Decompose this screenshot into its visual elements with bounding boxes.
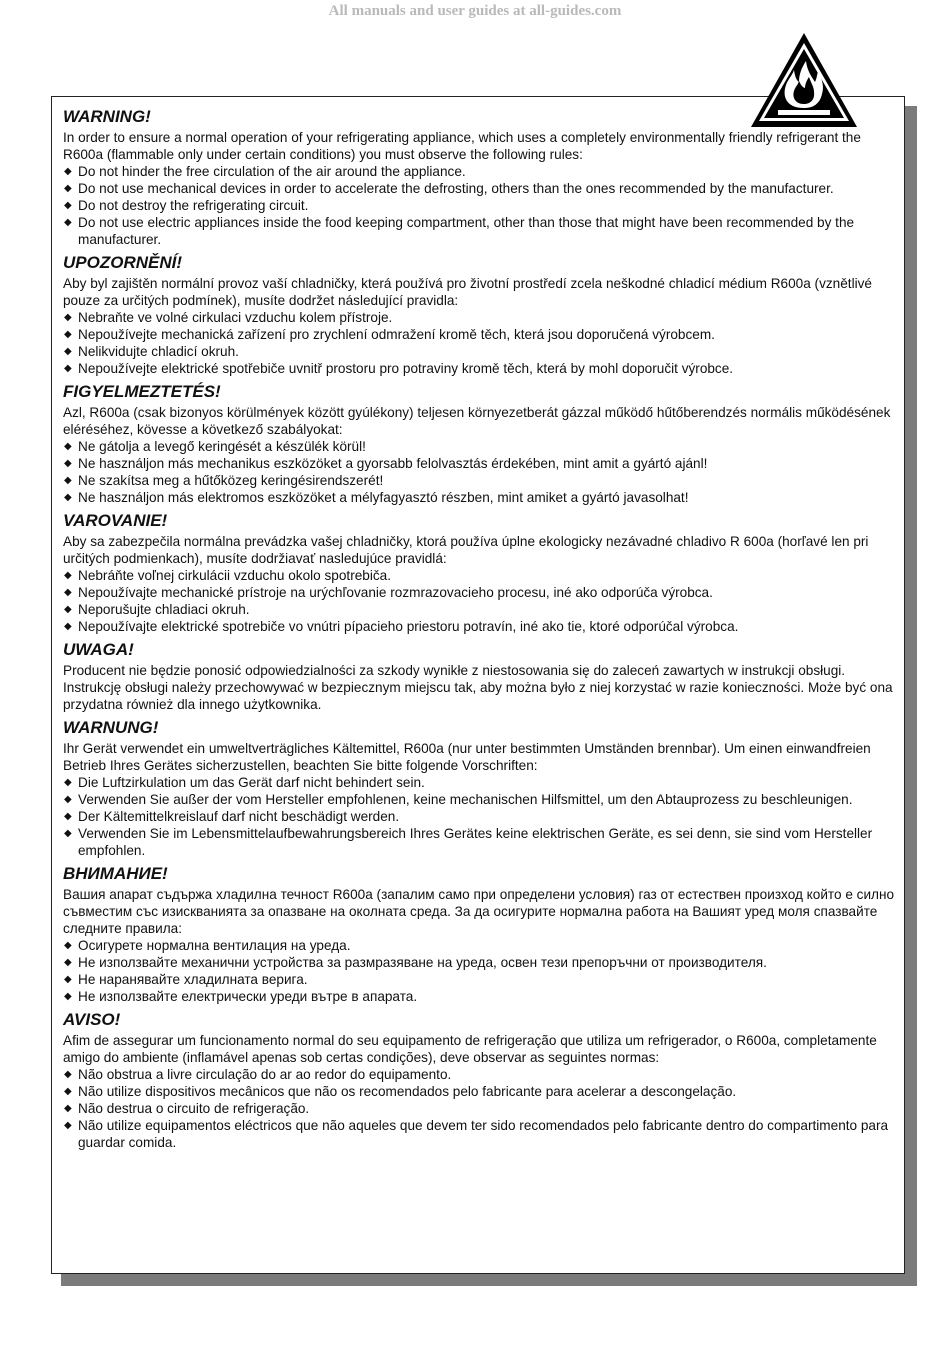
bullet-diamond-icon: ◆	[64, 492, 72, 503]
bullet-diamond-icon: ◆	[64, 329, 72, 340]
rule-item	[63, 489, 899, 506]
rule-item	[63, 1083, 899, 1100]
watermark: All manuals and user guides at all-guides.com	[328, 3, 622, 19]
section-title: VAROVANIE!	[63, 511, 168, 530]
bullet-diamond-icon: ◆	[64, 363, 72, 374]
bullet-diamond-icon: ◆	[64, 991, 72, 1002]
section-title: UWAGA!	[63, 640, 134, 659]
rule-text: Осигурете нормална вентилация на уреда.	[78, 938, 351, 953]
rule-text: Не наранявайте хладилната верига.	[78, 972, 308, 987]
bullet-diamond-icon: ◆	[64, 1086, 72, 1097]
bullet-diamond-icon: ◆	[64, 1069, 72, 1080]
warning-section	[63, 509, 899, 635]
rule-list	[63, 163, 899, 248]
rule-text: Nepoužívejte mechanická zařízení pro zrychlení odmražení kromě těch, která jsou doporučená výrobcem.	[78, 327, 715, 342]
flammable-warning-triangle-icon	[748, 30, 860, 130]
section-intro: Aby sa zabezpečila normálna prevádzka vašej chladničky, ktorá používa úplne ekologicky nezávadné chladivo R 600a (horľavé len pri určitých podmienkach), musíte dodržiavať nasledujúce pravidlá:	[63, 534, 869, 566]
rule-text: Neporušujte chladiaci okruh.	[78, 602, 250, 617]
rule-text: Verwenden Sie im Lebensmittelaufbewahrungsbereich Ihres Gerätes keine elektrischen Geräte, es sei denn, sie sind vom Hersteller empfohlen.	[78, 826, 873, 858]
rule-text: Não utilize dispositivos mecânicos que não os recomendados pelo fabricante para acelerar a descongelação.	[78, 1084, 737, 1099]
rule-item	[63, 343, 899, 360]
bullet-diamond-icon: ◆	[64, 570, 72, 581]
rule-item	[63, 309, 899, 326]
rule-item	[63, 791, 899, 808]
rule-text: Ne gátolja a levegő keringését a készülék körül!	[78, 439, 366, 454]
rule-list	[63, 309, 899, 377]
bullet-diamond-icon: ◆	[64, 1103, 72, 1114]
rule-item	[63, 971, 899, 988]
section-title: FIGYELMEZTETÉS!	[63, 382, 221, 401]
rule-item	[63, 1117, 899, 1151]
rule-item	[63, 163, 899, 180]
rule-item	[63, 1066, 899, 1083]
rule-text: Nepoužívajte mechanické prístroje na urýchľovanie rozmrazovacieho procesu, iné ako odporúča výrobca.	[78, 585, 713, 600]
rule-text: Não destrua o circuito de refrigeração.	[78, 1101, 310, 1116]
rule-item	[63, 937, 899, 954]
bullet-diamond-icon: ◆	[64, 794, 72, 805]
rule-item	[63, 774, 899, 791]
rule-text: Der Kältemittelkreislauf darf nicht beschädigt werden.	[78, 809, 400, 824]
bullet-diamond-icon: ◆	[64, 811, 72, 822]
section-intro: Aby byl zajištěn normální provoz vaší chladničky, která používá pro životní prostředí zcela neškodné chladicí médium R600a (vznětlivé pouze za určitých podmínek), musíte dodržet následující pravidla:	[63, 276, 872, 308]
rule-text: Do not hinder the free circulation of the air around the appliance.	[78, 164, 466, 179]
bullet-diamond-icon: ◆	[64, 777, 72, 788]
bullet-diamond-icon: ◆	[64, 346, 72, 357]
rule-item	[63, 618, 899, 635]
rule-list	[63, 567, 899, 635]
bullet-diamond-icon: ◆	[64, 621, 72, 632]
rule-text: Verwenden Sie außer der vom Hersteller empfohlenen, keine mechanischen Hilfsmittel, um den Abtauprozess zu beschleunigen.	[78, 792, 853, 807]
bullet-diamond-icon: ◆	[64, 475, 72, 486]
rule-text: Ne használjon más elektromos eszközöket a mélyfagyasztó részben, mint amiket a gyártó javasolhat!	[78, 490, 689, 505]
warning-section	[63, 1008, 899, 1151]
section-intro: Azl, R600a (csak bizonyos körülmények között gyúlékony) teljesen környezetberát gázzal működő hűtőberendzés normális működésének eléréséhez, kövesse a következő szabályokat:	[63, 405, 891, 437]
section-intro: Вашия апарат съдържа хладилна течност R600a (запалим само при определени условия) газ от естествен произход който е силно съвместим със изискванията за опазване на околната среда. За да осигурите нормална работа на Вашият уред моля спазвайте следните правила:	[63, 887, 895, 936]
rule-text: Não obstrua a livre circulação do ar ao redor do equipamento.	[78, 1067, 452, 1082]
warning-content	[63, 105, 899, 1154]
bullet-diamond-icon: ◆	[64, 974, 72, 985]
rule-item	[63, 808, 899, 825]
rule-item	[63, 1100, 899, 1117]
rule-text: Do not use mechanical devices in order to accelerate the defrosting, others than the ones recommended by the manufacturer.	[78, 181, 834, 196]
rule-item	[63, 472, 899, 489]
rule-item	[63, 567, 899, 584]
section-title: ВНИМАНИЕ!	[63, 864, 168, 883]
bullet-diamond-icon: ◆	[64, 587, 72, 598]
rule-text: Die Luftzirkulation um das Gerät darf nicht behindert sein.	[78, 775, 425, 790]
rule-text: Nelikvidujte chladicí okruh.	[78, 344, 239, 359]
bullet-diamond-icon: ◆	[64, 604, 72, 615]
rule-text: Не използвайте електрически уреди вътре в апарата.	[78, 989, 418, 1004]
section-title: WARNING!	[63, 107, 151, 126]
rule-item	[63, 360, 899, 377]
bullet-diamond-icon: ◆	[64, 166, 72, 177]
rule-item	[63, 954, 899, 971]
rule-text: Não utilize equipamentos eléctricos que não aqueles que devem ter sido recomendados pelo fabricante dentro do compartimento para guardar comida.	[78, 1118, 889, 1150]
warning-section	[63, 638, 899, 713]
rule-list	[63, 937, 899, 1005]
rule-item	[63, 326, 899, 343]
rule-text: Nebraňte ve volné cirkulaci vzduchu kolem přístroje.	[78, 310, 393, 325]
bullet-diamond-icon: ◆	[64, 441, 72, 452]
warning-box	[51, 96, 905, 1274]
bullet-diamond-icon: ◆	[64, 312, 72, 323]
rule-item	[63, 601, 899, 618]
bullet-diamond-icon: ◆	[64, 458, 72, 469]
rule-text: Nepoužívejte elektrické spotřebiče uvnitř prostoru pro potraviny kromě těch, která by mohl doporučit výrobce.	[78, 361, 734, 376]
rule-item	[63, 988, 899, 1005]
rule-text: Nebráňte voľnej cirkulácii vzduchu okolo spotrebiča.	[78, 568, 392, 583]
warning-section	[63, 251, 899, 377]
rule-item	[63, 825, 899, 859]
rule-text: Не използвайте механични устройства за размразяване на уреда, освен тези препоръчни от производителя.	[78, 955, 767, 970]
rule-list	[63, 774, 899, 859]
section-intro: Ihr Gerät verwendet ein umweltverträgliches Kältemittel, R600a (nur unter bestimmten Umständen brennbar). Um einen einwandfreien Betrieb Ihres Gerätes sicherzustellen, beachten Sie bitte folgende Vorschriften:	[63, 741, 871, 773]
rule-item	[63, 455, 899, 472]
rule-item	[63, 197, 899, 214]
warning-section	[63, 862, 899, 1005]
rule-list	[63, 438, 899, 506]
warning-section	[63, 380, 899, 506]
bullet-diamond-icon: ◆	[64, 940, 72, 951]
bullet-diamond-icon: ◆	[64, 828, 72, 839]
bullet-diamond-icon: ◆	[64, 183, 72, 194]
warning-section	[63, 716, 899, 859]
section-intro: Producent nie będzie ponosić odpowiedzialności za szkody wynikłe z niestosowania się do zaleceń zawartych w instrukcji obsługi. Instrukcję obsługi należy przechowywać w bezpiecznym miejscu tak, aby można było z niej korzystać w razie konieczności. Może być ona przydatna również dla innego użytkownika.	[63, 663, 893, 712]
rule-item	[63, 180, 899, 197]
rule-list	[63, 1066, 899, 1151]
rule-text: Do not destroy the refrigerating circuit.	[78, 198, 309, 213]
section-title: WARNUNG!	[63, 718, 159, 737]
rule-text: Do not use electric appliances inside the food keeping compartment, other than those that might have been recommended by the manufacturer.	[78, 215, 855, 247]
rule-item	[63, 584, 899, 601]
bullet-diamond-icon: ◆	[64, 200, 72, 211]
rule-item	[63, 438, 899, 455]
section-intro: In order to ensure a normal operation of your refrigerating appliance, which uses a completely environmentally friendly refrigerant the R600a (flammable only under certain conditions) you must observe the following rules:	[63, 130, 861, 162]
bullet-diamond-icon: ◆	[64, 957, 72, 968]
section-intro: Afim de assegurar um funcionamento normal do seu equipamento de refrigeração que utiliza um refrigerador, o R600a, completamente amigo do ambiente (inflamável apenas sob certas condições), deve observar as seguintes normas:	[63, 1033, 877, 1065]
rule-text: Nepoužívajte elektrické spotrebiče vo vnútri pípacieho priestoru potravín, iné ako tie, ktoré odporúčal výrobca.	[78, 619, 739, 634]
section-title: UPOZORNĚNÍ!	[63, 253, 182, 272]
section-title: AVISO!	[63, 1010, 121, 1029]
bullet-diamond-icon: ◆	[64, 217, 72, 228]
bullet-diamond-icon: ◆	[64, 1120, 72, 1131]
rule-text: Ne használjon más mechanikus eszközöket a gyorsabb felolvasztás érdekében, mint amit a gyártó ajánl!	[78, 456, 708, 471]
rule-item	[63, 214, 899, 248]
rule-text: Ne szakítsa meg a hűtőközeg keringésirendszerét!	[78, 473, 384, 488]
